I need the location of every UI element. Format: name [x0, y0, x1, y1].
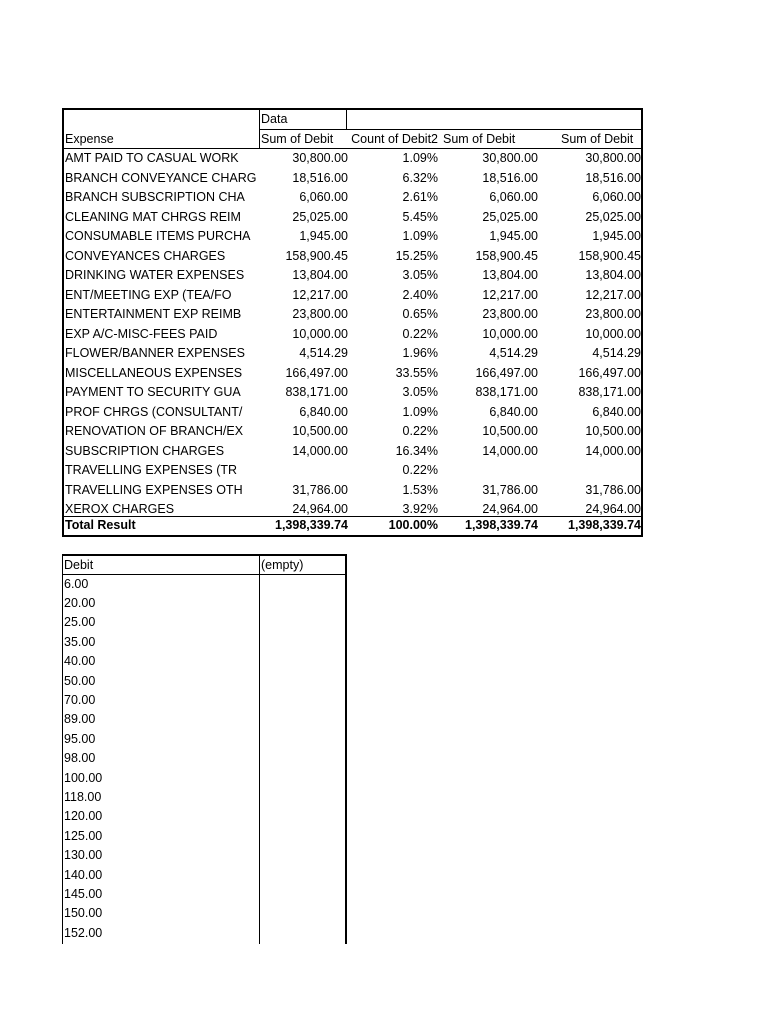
table-row: [63, 827, 345, 846]
debit-value-cell[interactable]: 89.00: [64, 712, 96, 727]
debit-value-cell[interactable]: 118.00: [64, 789, 102, 804]
sum-of-debit-cell[interactable]: 838,171.00: [285, 385, 348, 399]
expense-cell[interactable]: XEROX CHARGES: [65, 502, 175, 516]
empty-cell[interactable]: [260, 749, 346, 768]
table-row: [64, 461, 641, 481]
debit-value-cell[interactable]: 20.00: [64, 595, 96, 610]
expense-header[interactable]: Expense: [65, 131, 114, 146]
count-of-debit2-cell[interactable]: 1.96%: [402, 346, 438, 360]
empty-cell[interactable]: [260, 769, 346, 788]
debit-value-cell[interactable]: 152.00: [64, 925, 103, 940]
empty-cell[interactable]: [260, 730, 346, 749]
header-row: [64, 130, 641, 150]
sum-of-debit-cell-2[interactable]: 14,000.00: [482, 443, 538, 458]
empty-cell[interactable]: [260, 594, 346, 613]
empty-cell[interactable]: [260, 788, 346, 807]
debit-value-cell[interactable]: 100.00: [64, 770, 103, 785]
sum-of-debit-cell-3[interactable]: 12,217.00: [585, 287, 641, 302]
empty-cell[interactable]: [260, 710, 346, 729]
count-of-debit2-cell[interactable]: 6.32%: [402, 170, 438, 185]
expense-cell[interactable]: SUBSCRIPTION CHARGES: [65, 443, 225, 458]
sum-of-debit-cell[interactable]: 6,060.00: [299, 190, 348, 204]
sum-of-debit-cell-3[interactable]: 24,964.00: [585, 502, 641, 516]
debit-value-cell[interactable]: 25.00: [64, 615, 96, 630]
sum-of-debit-cell[interactable]: 1,945.00: [299, 229, 348, 243]
total-sum-of-debit[interactable]: 1,398,339.74: [275, 518, 348, 532]
sum-of-debit-cell[interactable]: 12,217.00: [292, 287, 348, 302]
table-row: [63, 924, 345, 943]
sum-of-debit-cell-3[interactable]: 31,786.00: [585, 482, 641, 497]
total-sum-of-debit-2[interactable]: 1,398,339.74: [465, 518, 538, 532]
table-row: [63, 769, 345, 788]
empty-cell[interactable]: [260, 672, 346, 691]
sum-of-debit-cell-3[interactable]: 30,800.00: [585, 151, 641, 165]
expense-cell[interactable]: MISCELLANEOUS EXPENSES: [65, 365, 243, 380]
sum-of-debit-cell-3[interactable]: 23,800.00: [585, 307, 641, 321]
total-sum-of-debit-3[interactable]: 1,398,339.74: [568, 518, 641, 532]
table-row: [63, 652, 345, 671]
table-row: [64, 325, 641, 345]
table-row: [64, 266, 641, 286]
sum-of-debit-cell-3[interactable]: 4,514.29: [592, 346, 641, 360]
table-row: [63, 575, 345, 594]
table-row: [64, 188, 641, 208]
count-of-debit2-cell[interactable]: 3.05%: [402, 385, 438, 399]
count-of-debit2-cell[interactable]: 1.53%: [402, 482, 438, 497]
data-field-row: [64, 110, 641, 130]
table-row: [63, 613, 345, 632]
table-row: [63, 672, 345, 691]
total-count-of-debit2[interactable]: 100.00%: [388, 518, 438, 532]
sum-of-debit-cell[interactable]: 25,025.00: [292, 209, 348, 224]
sum-of-debit-cell-2[interactable]: 166,497.00: [475, 365, 538, 380]
sum-of-debit-cell[interactable]: 6,840.00: [299, 404, 348, 419]
expense-cell[interactable]: RENOVATION OF BRANCH/EX: [65, 424, 244, 438]
table-row: [63, 904, 345, 923]
table-row: [63, 730, 345, 749]
sum-of-debit-cell-3[interactable]: 10,000.00: [585, 326, 641, 341]
debit-value-cell[interactable]: 125.00: [64, 828, 103, 843]
debit-value-cell[interactable]: 150.00: [64, 906, 103, 921]
sum-of-debit-cell-3[interactable]: 158,900.45: [578, 248, 641, 263]
expense-cell[interactable]: DRINKING WATER EXPENSES: [65, 268, 245, 282]
sum-of-debit-cell-2[interactable]: 10,500.00: [482, 424, 538, 438]
sum-of-debit-cell[interactable]: 13,804.00: [292, 268, 348, 282]
table-row: [64, 169, 641, 189]
sum-of-debit-cell-2[interactable]: 6,840.00: [489, 404, 538, 419]
empty-cell[interactable]: [260, 652, 346, 671]
sum-of-debit-cell-3[interactable]: 25,025.00: [585, 209, 641, 224]
table-row: [64, 344, 641, 364]
debit-header[interactable]: Debit: [64, 558, 94, 572]
sum-of-debit-cell-3[interactable]: 18,516.00: [585, 170, 641, 185]
debit-value-cell[interactable]: 120.00: [64, 809, 103, 824]
empty-cell[interactable]: [260, 575, 346, 594]
expense-cell[interactable]: CONVEYANCES CHARGES: [65, 248, 226, 263]
sum-of-debit-cell[interactable]: 14,000.00: [292, 443, 348, 458]
table-row: [64, 383, 641, 403]
empty-cell[interactable]: [260, 633, 346, 652]
expense-cell[interactable]: BRANCH SUBSCRIPTION CHA: [65, 190, 245, 204]
sum-of-debit-cell-2[interactable]: 10,000.00: [482, 326, 538, 341]
sum-of-debit-cell-2[interactable]: 30,800.00: [482, 151, 538, 165]
debit-value-cell[interactable]: 140.00: [64, 867, 103, 882]
total-label[interactable]: Total Result: [65, 518, 136, 532]
empty-cell[interactable]: [260, 613, 346, 632]
table-row: [64, 149, 641, 169]
count-of-debit2-header[interactable]: Count of Debit2: [351, 131, 438, 146]
count-of-debit2-cell[interactable]: 0.22%: [402, 424, 438, 438]
table-row: [63, 866, 345, 885]
empty-cell[interactable]: [260, 885, 346, 904]
empty-cell[interactable]: [260, 866, 346, 885]
sum-of-debit-cell-2[interactable]: 1,945.00: [489, 229, 538, 243]
sum-of-debit-cell[interactable]: 18,516.00: [292, 170, 348, 185]
expense-cell[interactable]: CONSUMABLE ITEMS PURCHA: [65, 229, 251, 243]
empty-cell[interactable]: [260, 827, 346, 846]
table-row: [64, 286, 641, 306]
sum-of-debit-cell-3[interactable]: 10,500.00: [585, 424, 641, 438]
debit-value-cell[interactable]: 35.00: [64, 634, 96, 649]
count-of-debit2-cell[interactable]: 2.61%: [402, 190, 438, 204]
sum-of-debit-cell[interactable]: 31,786.00: [292, 482, 348, 497]
sum-of-debit-cell-2[interactable]: 838,171.00: [475, 385, 538, 399]
debit-value-cell[interactable]: 130.00: [64, 848, 103, 863]
expense-cell[interactable]: PAYMENT TO SECURITY GUA: [65, 385, 241, 399]
expense-pivot-table: [62, 108, 643, 537]
expense-cell[interactable]: AMT PAID TO CASUAL WORK: [65, 151, 239, 165]
header-row: [63, 556, 345, 575]
count-of-debit2-cell[interactable]: 16.34%: [395, 443, 438, 458]
debit-value-cell[interactable]: 95.00: [64, 731, 96, 746]
debit-value-cell[interactable]: 70.00: [64, 692, 96, 707]
count-of-debit2-cell[interactable]: 1.09%: [402, 229, 438, 243]
sum-of-debit-cell[interactable]: 10,000.00: [292, 326, 348, 341]
expense-cell[interactable]: TRAVELLING EXPENSES OTH: [65, 482, 243, 497]
sum-of-debit-cell-3[interactable]: 6,060.00: [592, 190, 641, 204]
sum-of-debit-cell-2[interactable]: [438, 461, 538, 481]
count-of-debit2-cell[interactable]: 33.55%: [395, 365, 438, 380]
table-row: [63, 691, 345, 710]
count-of-debit2-cell[interactable]: 3.92%: [402, 502, 438, 516]
sum-of-debit-cell-2[interactable]: 12,217.00: [482, 287, 538, 302]
table-row: [63, 788, 345, 807]
sum-of-debit-cell[interactable]: 4,514.29: [299, 346, 348, 360]
count-of-debit2-cell[interactable]: 0.22%: [402, 326, 438, 341]
sum-of-debit-header-2[interactable]: Sum of Debit: [443, 131, 516, 146]
sum-of-debit-cell-3[interactable]: 6,840.00: [592, 404, 641, 419]
expense-cell[interactable]: ENTERTAINMENT EXP REIMB: [65, 307, 242, 321]
sum-of-debit-cell[interactable]: 166,497.00: [285, 365, 348, 380]
table-row: [63, 710, 345, 729]
sum-of-debit-cell[interactable]: 30,800.00: [292, 151, 348, 165]
count-of-debit2-cell[interactable]: 0.22%: [402, 463, 438, 477]
table-row: [63, 594, 345, 613]
empty-cell[interactable]: [260, 807, 346, 826]
table-row: [64, 364, 641, 384]
table-row: [64, 403, 641, 423]
count-of-debit2-cell[interactable]: 3.05%: [402, 268, 438, 282]
table-row: [63, 633, 345, 652]
table-row: [63, 885, 345, 904]
sum-of-debit-cell-3[interactable]: [538, 461, 641, 481]
expense-cell[interactable]: TRAVELLING EXPENSES (TR: [65, 463, 238, 477]
count-of-debit2-cell[interactable]: 0.65%: [402, 307, 438, 321]
expense-cell[interactable]: ENT/MEETING EXP (TEA/FO: [65, 287, 232, 302]
sum-of-debit-cell-3[interactable]: 838,171.00: [578, 385, 641, 399]
empty-cell[interactable]: [260, 904, 346, 923]
sum-of-debit-cell-2[interactable]: 23,800.00: [482, 307, 538, 321]
table-row: [64, 247, 641, 267]
sum-of-debit-cell-2[interactable]: 6,060.00: [489, 190, 538, 204]
debit-value-cell[interactable]: 98.00: [64, 751, 96, 766]
sum-of-debit-cell[interactable]: 10,500.00: [292, 424, 348, 438]
sum-of-debit-cell-2[interactable]: 24,964.00: [482, 502, 538, 516]
count-of-debit2-cell[interactable]: 1.09%: [402, 404, 438, 419]
table-row: [64, 481, 641, 501]
count-of-debit2-cell[interactable]: 5.45%: [402, 209, 438, 224]
debit-value-cell[interactable]: 6.00: [64, 576, 89, 591]
expense-cell[interactable]: PROF CHRGS (CONSULTANT/: [65, 404, 243, 419]
sum-of-debit-cell-3[interactable]: 1,945.00: [592, 229, 641, 243]
table-row: [64, 227, 641, 247]
sum-of-debit-header[interactable]: Sum of Debit: [261, 131, 334, 146]
count-of-debit2-cell[interactable]: 15.25%: [395, 248, 438, 263]
table-row: [64, 208, 641, 228]
sum-of-debit-cell[interactable]: [259, 461, 348, 481]
empty-cell[interactable]: [260, 691, 346, 710]
sum-of-debit-header-3[interactable]: Sum of Debit: [561, 131, 634, 146]
count-of-debit2-cell[interactable]: 1.09%: [402, 151, 438, 165]
sum-of-debit-cell-3[interactable]: 166,497.00: [578, 365, 641, 380]
sum-of-debit-cell-2[interactable]: 158,900.45: [475, 248, 538, 263]
sum-of-debit-cell-3[interactable]: 13,804.00: [585, 268, 641, 282]
sum-of-debit-cell[interactable]: 23,800.00: [292, 307, 348, 321]
expense-cell[interactable]: EXP A/C-MISC-FEES PAID: [65, 326, 218, 341]
table-row: [64, 422, 641, 442]
expense-cell[interactable]: CLEANING MAT CHRGS REIM: [65, 209, 241, 224]
empty-cell[interactable]: [260, 924, 346, 943]
sum-of-debit-cell-3[interactable]: 14,000.00: [585, 443, 641, 458]
sum-of-debit-cell-2[interactable]: 18,516.00: [482, 170, 538, 185]
count-of-debit2-cell[interactable]: 2.40%: [402, 287, 438, 302]
table-row: [64, 442, 641, 462]
table-row: [64, 305, 641, 325]
debit-value-cell[interactable]: 145.00: [64, 886, 103, 901]
sum-of-debit-cell-2[interactable]: 31,786.00: [482, 482, 538, 497]
empty-cell[interactable]: [260, 846, 346, 865]
debit-value-cell[interactable]: 40.00: [64, 654, 96, 669]
expense-cell[interactable]: FLOWER/BANNER EXPENSES: [65, 346, 245, 360]
table-row: [63, 846, 345, 865]
empty-header[interactable]: (empty): [261, 558, 304, 572]
sum-of-debit-cell[interactable]: 158,900.45: [285, 248, 348, 263]
table-row: [63, 807, 345, 826]
debit-pivot-table: [62, 554, 347, 944]
sum-of-debit-cell-2[interactable]: 13,804.00: [482, 268, 538, 282]
expense-cell[interactable]: BRANCH CONVEYANCE CHARG: [65, 170, 257, 185]
debit-value-cell[interactable]: 50.00: [64, 673, 96, 688]
total-row: [64, 516, 641, 536]
sum-of-debit-cell-2[interactable]: 4,514.29: [489, 346, 538, 360]
sum-of-debit-cell-2[interactable]: 25,025.00: [482, 209, 538, 224]
sum-of-debit-cell[interactable]: 24,964.00: [292, 502, 348, 516]
data-field-label[interactable]: Data: [261, 112, 288, 126]
table-row: [63, 749, 345, 768]
